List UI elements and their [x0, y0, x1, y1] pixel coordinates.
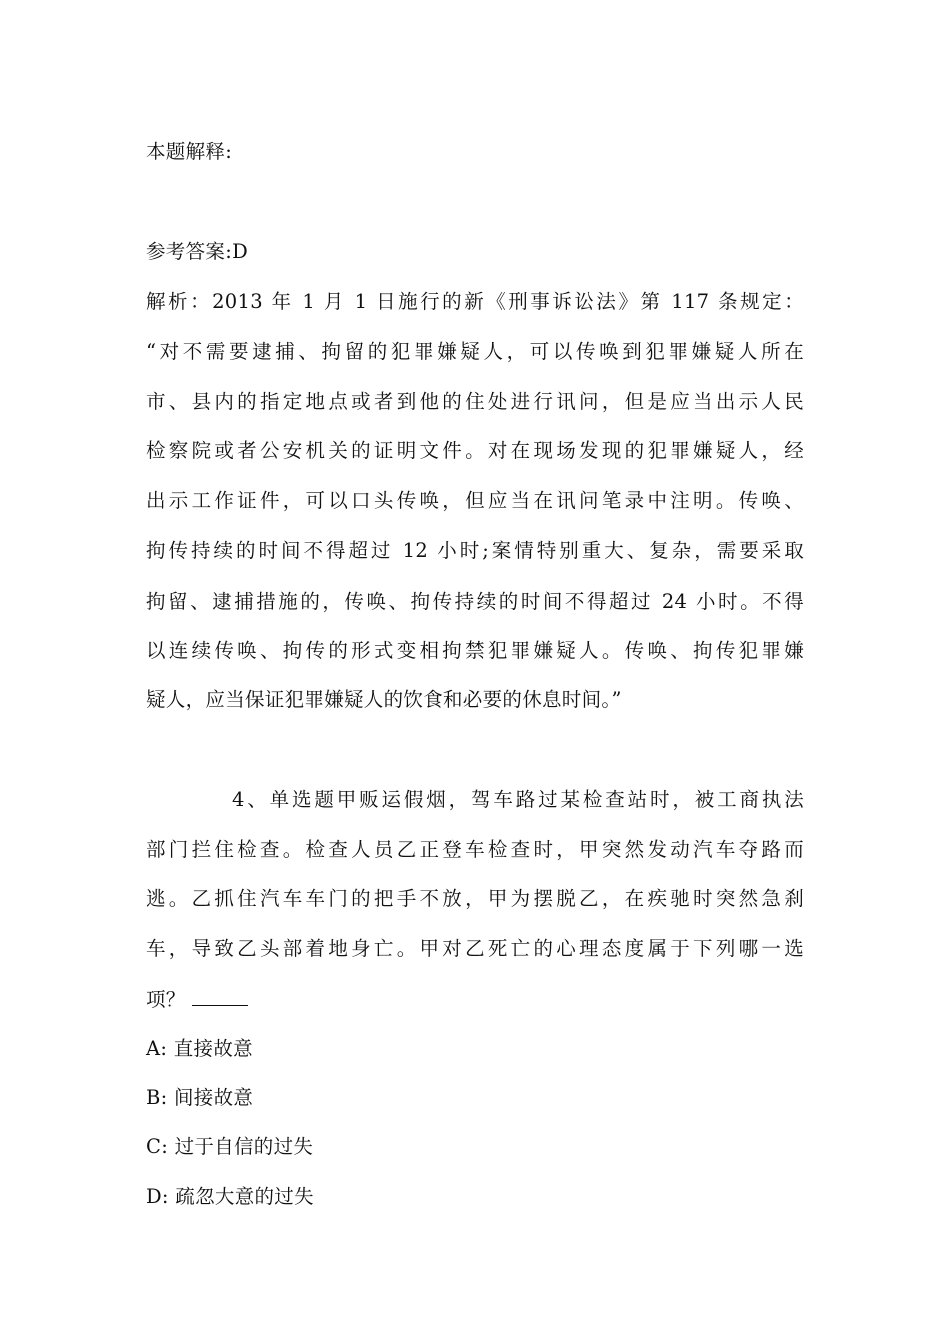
option-c: C: 过于自信的过失 — [146, 1135, 314, 1158]
question-line: 车，导致乙头部着地身亡。甲对乙死亡的心理态度属于下列哪一选 — [146, 937, 804, 960]
analysis-line: 拘传持续的时间不得超过 12 小时;案情特别重大、复杂，需要采取 — [146, 539, 804, 562]
answer-blank — [192, 985, 248, 1006]
option-b: B: 间接故意 — [146, 1086, 254, 1109]
option-d: D: 疏忽大意的过失 — [146, 1185, 314, 1208]
option-a: A: 直接故意 — [146, 1037, 253, 1060]
analysis-line: 以连续传唤、拘传的形式变相拘禁犯罪嫌疑人。传唤、拘传犯罪嫌 — [146, 639, 804, 662]
reference-answer: 参考答案:D — [146, 240, 249, 263]
analysis-line: 疑人，应当保证犯罪嫌疑人的饮食和必要的休息时间。” — [146, 688, 622, 711]
analysis-line: 市、县内的指定地点或者到他的住处进行讯问，但是应当出示人民 — [146, 390, 804, 413]
analysis-line: 解析：2013 年 1 月 1 日施行的新《刑事诉讼法》第 117 条规定： — [146, 290, 804, 313]
analysis-line: 检察院或者公安机关的证明文件。对在现场发现的犯罪嫌疑人，经 — [146, 439, 804, 462]
question-line-last — [146, 985, 248, 1013]
question-line: 部门拦住检查。检查人员乙正登车检查时，甲突然发动汽车夺路而 — [146, 838, 804, 861]
analysis-line: 出示工作证件，可以口头传唤，但应当在讯问笔录中注明。传唤、 — [146, 489, 804, 512]
question-line: 逃。乙抓住汽车车门的把手不放，甲为摆脱乙，在疾驰时突然急刹 — [146, 887, 804, 910]
analysis-line: “对不需要逮捕、拘留的犯罪嫌疑人，可以传唤到犯罪嫌疑人所在 — [146, 340, 804, 363]
question-line: 4、单选题甲贩运假烟，驾车路过某检查站时，被工商执法 — [232, 788, 804, 811]
analysis-line: 拘留、逮捕措施的，传唤、拘传持续的时间不得超过 24 小时。不得 — [146, 590, 804, 613]
explanation-heading: 本题解释: — [146, 140, 233, 163]
question-end-text: 项？ — [146, 988, 186, 1011]
